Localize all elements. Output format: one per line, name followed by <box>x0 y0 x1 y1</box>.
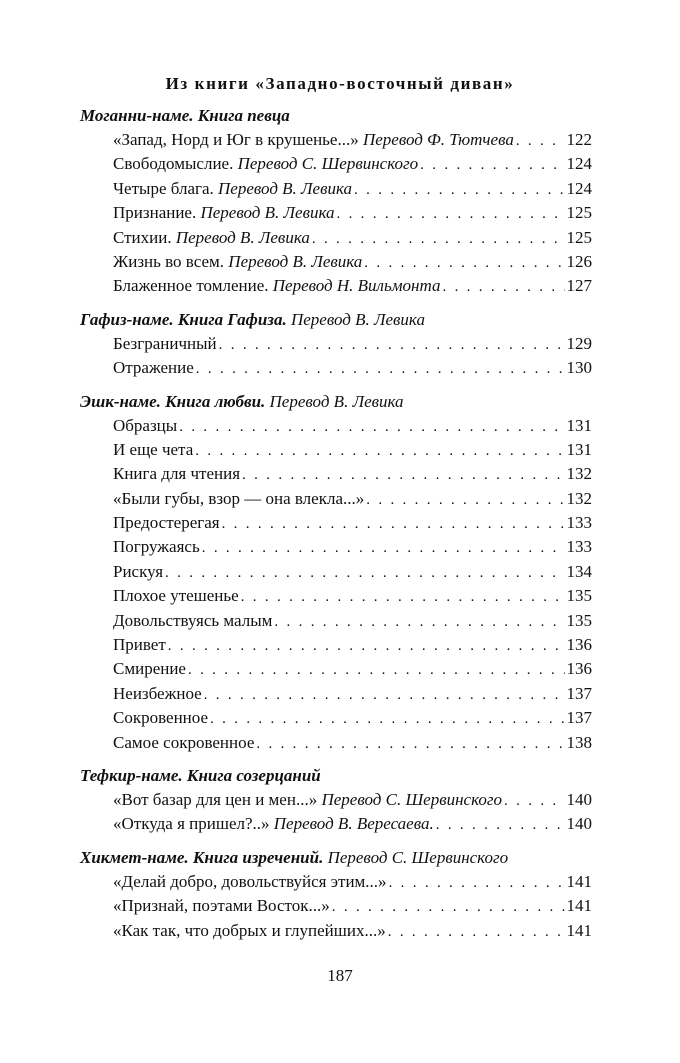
entry-label <box>113 633 166 657</box>
dot-leader <box>219 333 565 357</box>
section-name: Моганни-наме. Книга певца <box>80 106 290 125</box>
entry-label <box>113 870 387 894</box>
toc-entry <box>113 274 592 298</box>
entry-page-number: 122 <box>566 130 592 149</box>
toc-entry <box>113 657 592 681</box>
entry-label <box>113 438 193 462</box>
toc-section <box>80 104 592 299</box>
toc-entry <box>113 812 592 836</box>
dot-leader <box>196 357 565 381</box>
dot-leader <box>195 439 564 463</box>
entry-page-number: 127 <box>566 276 592 296</box>
dot-leader <box>420 153 564 177</box>
entry-title: Блаженное томление. <box>113 276 269 296</box>
section-title <box>80 764 592 788</box>
dot-leader <box>256 732 564 756</box>
entry-label <box>113 152 418 176</box>
toc-entry <box>113 870 592 894</box>
toc-entry <box>113 332 592 356</box>
section-translator: Перевод С. Шервинского <box>327 847 509 867</box>
dot-leader <box>516 129 565 153</box>
entry-title: Погружаясь <box>113 537 200 557</box>
dot-leader <box>188 658 565 682</box>
entry-label <box>113 560 163 584</box>
entry-page-number: 126 <box>566 251 592 271</box>
entry-title: «Откуда я пришел?..» <box>113 814 270 834</box>
entry-label <box>113 201 334 225</box>
toc-section <box>80 846 592 943</box>
toc-entry <box>113 487 592 511</box>
entry-translator: Перевод Н. Вильмонта <box>272 276 441 296</box>
section-translator: Перевод В. Левика <box>269 391 404 411</box>
toc-entry <box>113 919 592 943</box>
entry-page-number: 141 <box>566 920 592 940</box>
entry-title: Книга для чтения <box>113 464 241 484</box>
entry-title: Признание. <box>113 203 197 223</box>
toc-entry <box>113 438 592 462</box>
entry-label <box>113 462 240 486</box>
dot-leader <box>204 683 565 707</box>
entry-label <box>113 682 202 706</box>
entry-page-number: 135 <box>566 586 592 606</box>
entry-page-number: 124 <box>566 178 592 198</box>
toc-section <box>80 308 592 381</box>
entry-page-number: 131 <box>566 439 592 459</box>
entry-page-number: 125 <box>566 227 592 247</box>
entry-label <box>113 177 352 201</box>
entry-page-number: 125 <box>566 203 592 223</box>
section-title <box>80 104 592 128</box>
entry-label <box>113 226 310 250</box>
entry-page-number: 141 <box>566 896 592 916</box>
section-title <box>80 308 592 332</box>
entry-label <box>113 250 362 274</box>
dot-leader <box>274 610 564 634</box>
toc-entry <box>113 226 592 250</box>
dot-leader <box>222 512 565 536</box>
entry-title: Сокровенное <box>113 708 209 728</box>
entry-translator: Перевод В. Левика <box>218 178 353 198</box>
toc-entry <box>113 152 592 176</box>
entry-title: «Запад, Норд и Юг в крушенье...» <box>113 130 359 149</box>
entry-translator: Перевод В. Вересаева. <box>273 814 434 834</box>
entry-label <box>113 731 254 755</box>
dot-leader <box>364 251 564 275</box>
entry-title: Безграничный <box>113 333 217 353</box>
entry-label <box>113 919 386 943</box>
toc-entry <box>113 560 592 584</box>
entry-title: Самое сокровенное <box>113 732 255 752</box>
entry-title: «Признай, поэтами Восток...» <box>113 896 330 916</box>
entry-label <box>113 894 330 918</box>
entry-title: И еще чета <box>113 439 194 459</box>
entry-title: «Как так, что добрых и глупейших...» <box>113 920 386 940</box>
entry-title: Довольствуясь малым <box>113 610 273 630</box>
section-name: Хикмет-наме. Книга изречений. <box>80 847 324 867</box>
dot-leader <box>436 813 565 837</box>
entry-title: «Были губы, взор — она влекла...» <box>113 488 365 508</box>
entry-label <box>113 812 434 836</box>
entry-page-number: 138 <box>566 732 592 752</box>
dot-leader <box>354 178 564 202</box>
toc-entry <box>113 250 592 274</box>
table-of-contents <box>80 104 592 952</box>
entry-title: Жизнь во всем. <box>113 251 225 271</box>
entry-label <box>113 511 220 535</box>
entry-label <box>113 414 177 438</box>
entry-page-number: 140 <box>566 814 592 834</box>
toc-section <box>80 764 592 837</box>
entry-page-number: 135 <box>566 610 592 630</box>
entry-title: Четыре блага. <box>113 178 214 198</box>
entry-title: «Вот базар для цен и мен...» <box>113 789 318 809</box>
entry-page-number: 131 <box>566 415 592 435</box>
entry-title: Плохое утешенье <box>113 586 239 606</box>
entry-title: Привет <box>113 635 166 655</box>
entry-page-number: 133 <box>566 513 592 533</box>
dot-leader <box>168 634 565 658</box>
entry-title: Стихии. <box>113 227 172 247</box>
entry-label <box>113 609 272 633</box>
entry-page-number: 137 <box>566 708 592 728</box>
dot-leader <box>312 227 565 251</box>
dot-leader <box>388 920 565 944</box>
entry-title: Неизбежное <box>113 683 202 703</box>
section-name: Гафиз-наме. Книга Гафиза. <box>80 309 287 329</box>
entry-label <box>113 535 200 559</box>
toc-entry <box>113 609 592 633</box>
entry-page-number: 141 <box>566 871 592 891</box>
toc-entry <box>113 788 592 812</box>
toc-entry <box>113 201 592 225</box>
entry-page-number: 136 <box>566 635 592 655</box>
section-title <box>80 390 592 414</box>
dot-leader <box>241 585 565 609</box>
toc-entry <box>113 731 592 755</box>
entry-label <box>113 584 239 608</box>
entry-title: Смирение <box>113 659 186 679</box>
dot-leader <box>242 463 564 487</box>
entry-label <box>113 657 186 681</box>
toc-entry <box>113 894 592 918</box>
entry-page-number: 130 <box>566 358 592 378</box>
entry-translator: Перевод В. Левика <box>228 251 363 271</box>
entry-label <box>113 332 217 356</box>
entry-label <box>113 128 514 152</box>
entry-page-number: 124 <box>566 154 592 174</box>
dot-leader <box>165 561 564 585</box>
dot-leader <box>332 895 565 919</box>
toc-entry <box>113 462 592 486</box>
entry-page-number: 134 <box>566 561 592 581</box>
entry-title: Отражение <box>113 358 194 378</box>
entry-title: «Делай добро, довольствуйся этим...» <box>113 871 387 891</box>
dot-leader <box>442 275 564 299</box>
toc-entry <box>113 414 592 438</box>
entry-title: Предостерегая <box>113 513 220 533</box>
entry-title: Свободомыслие. <box>113 154 234 174</box>
toc-entry <box>113 177 592 201</box>
dot-leader <box>179 415 564 439</box>
entry-label <box>113 356 194 380</box>
part-heading: Из книги «Западно-восточный диван» <box>165 74 515 93</box>
entry-translator: Перевод В. Левика <box>175 227 310 247</box>
entry-page-number: 140 <box>566 789 592 809</box>
entry-label <box>113 788 502 812</box>
toc-entry <box>113 706 592 730</box>
toc-entry <box>113 584 592 608</box>
toc-entry <box>113 535 592 559</box>
page-number: 187 <box>327 966 353 985</box>
entry-title: Образцы <box>113 415 178 435</box>
entry-title: Рискуя <box>113 561 164 581</box>
entry-page-number: 129 <box>566 333 592 353</box>
entry-label <box>113 706 208 730</box>
entry-label <box>113 274 440 298</box>
toc-entry <box>113 511 592 535</box>
section-translator: Перевод В. Левика <box>290 309 425 329</box>
dot-leader <box>504 789 564 813</box>
dot-leader <box>202 536 565 560</box>
entry-translator: Перевод С. Шервинского <box>237 154 419 174</box>
entry-translator: Перевод С. Шервинского <box>321 789 503 809</box>
dot-leader <box>366 488 564 512</box>
dot-leader <box>210 707 564 731</box>
toc-entry <box>113 682 592 706</box>
entry-page-number: 132 <box>566 488 592 508</box>
section-title <box>80 846 592 870</box>
entry-label <box>113 487 364 511</box>
section-name: Тефкир-наме. Книга созерцаний <box>80 765 321 785</box>
section-name: Эшк-наме. Книга любви. <box>80 391 266 411</box>
entry-translator: Перевод В. Левика <box>200 203 335 223</box>
entry-page-number: 132 <box>566 464 592 484</box>
toc-entry <box>113 633 592 657</box>
toc-entry <box>113 128 592 152</box>
toc-entry <box>113 356 592 380</box>
entry-page-number: 137 <box>566 683 592 703</box>
dot-leader <box>389 871 565 895</box>
entry-page-number: 136 <box>566 659 592 679</box>
entry-page-number: 133 <box>566 537 592 557</box>
entry-translator: Перевод Ф. Тютчева <box>362 130 514 149</box>
dot-leader <box>336 202 564 226</box>
toc-section <box>80 390 592 755</box>
